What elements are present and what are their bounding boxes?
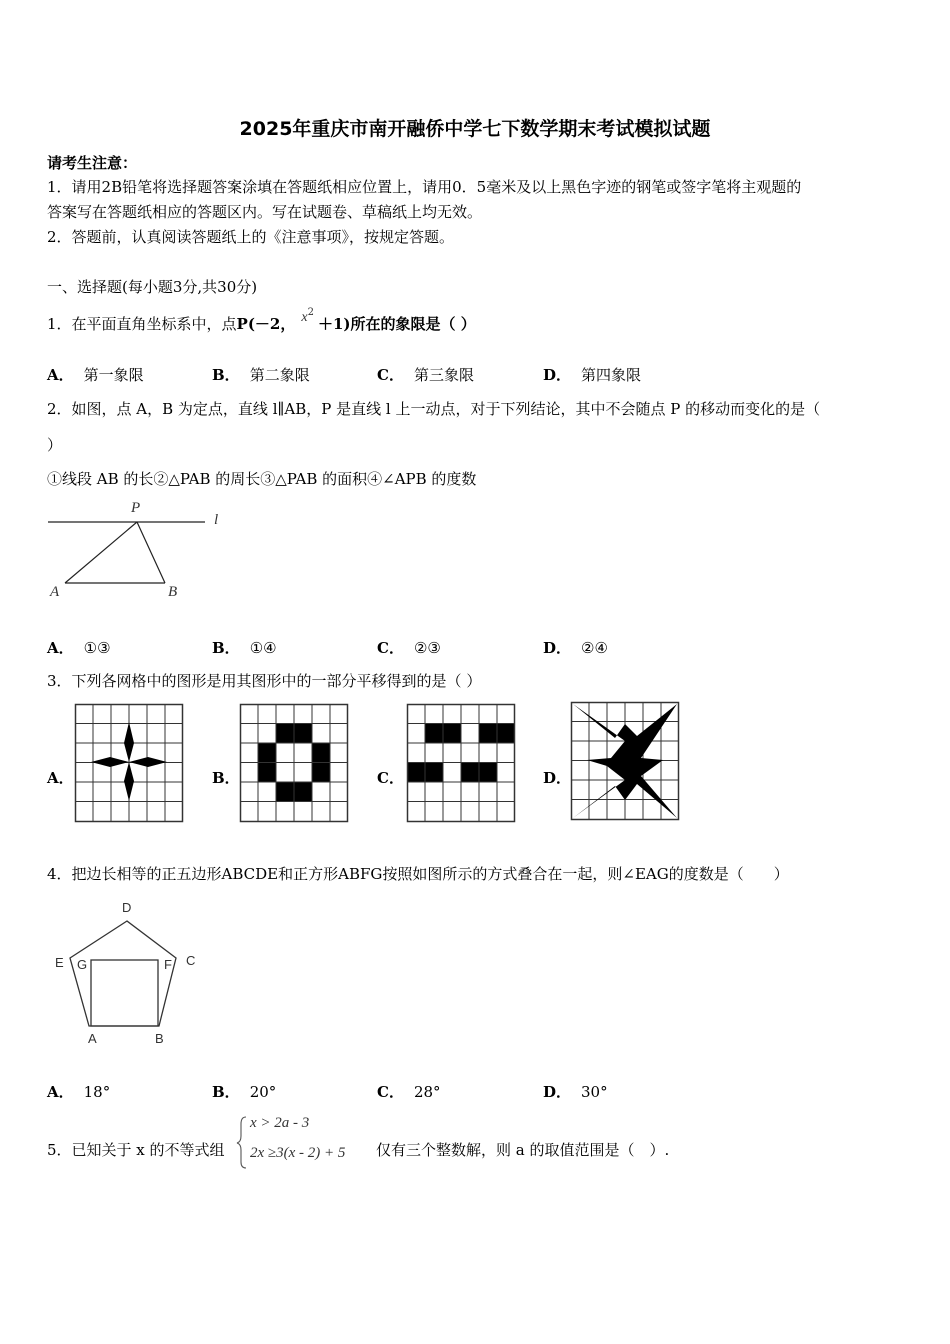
q4-option-d[interactable]: D． 30° — [543, 1083, 608, 1101]
q2-label-p: P — [131, 500, 141, 516]
q4-label-c: C — [186, 953, 196, 968]
q5-stem-cont: 仅有三个整数解，则 a 的取值范围是（ ）. — [376, 1141, 670, 1159]
notice-line-1b: 答案写在答题纸相应的答题区内。写在试题卷、草稿纸上均无效。 — [47, 203, 483, 221]
notice-heading: 请考生注意： — [47, 154, 138, 172]
q2-conditions: ①线段 AB 的长②△PAB 的周长③△PAB 的面积④∠APB 的度数 — [47, 470, 477, 488]
q1-option-b[interactable]: B． 第二象限 — [212, 366, 310, 384]
q1-option-c[interactable]: C． 第三象限 — [377, 366, 474, 384]
notice-line-1: 1．请用2B铅笔将选择题答案涂填在答题纸相应位置上，请用0．5毫米及以上黑色字迹的钢笔或签字笔将主观题的 — [47, 178, 802, 196]
q1-sup: 2 — [307, 307, 314, 318]
q2-option-a[interactable]: A． ①③ — [47, 639, 111, 657]
q1-option-a[interactable]: A． 第一象限 — [47, 366, 144, 384]
q1-stem: 1．在平面直角坐标系中，点 — [47, 315, 237, 333]
q4-label-d: D — [122, 900, 132, 915]
q4-label-f: F — [164, 957, 172, 972]
q1-point-start: P(－2， — [236, 315, 296, 333]
q4-stem: 4．把边长相等的正五边形ABCDE和正方形ABFG按照如图所示的方式叠合在一起，则∠EAG的度数是（ ） — [47, 865, 789, 883]
q1-point-end: ＋1)所在的象限是（ ） — [317, 315, 476, 333]
q2-label-b: B — [168, 584, 178, 600]
q1-option-d[interactable]: D． 第四象限 — [543, 366, 642, 384]
q3-option-d-label[interactable]: D． — [543, 769, 572, 787]
q2-label-a: A — [50, 584, 60, 600]
page-title: 2025年重庆市南开融侨中学七下数学期末考试模拟试题 — [239, 118, 711, 140]
q4-label-g: G — [77, 957, 88, 972]
notice-line-2: 2．答题前，认真阅读答题纸上的《注意事项》，按规定答题。 — [47, 228, 455, 246]
q4-option-b[interactable]: B． 20° — [212, 1083, 277, 1101]
q2-option-b[interactable]: B． ①④ — [212, 639, 277, 657]
q2-option-d[interactable]: D． ②④ — [543, 639, 608, 657]
q3-option-b-label[interactable]: B． — [212, 769, 240, 787]
q5-inequality-1: x > 2a - 3 — [250, 1115, 310, 1131]
q4-label-e: E — [55, 955, 64, 970]
q4-option-a[interactable]: A． 18° — [47, 1083, 111, 1101]
q4-option-c[interactable]: C． 28° — [377, 1083, 441, 1101]
q5-stem: 5．已知关于 x 的不等式组 — [47, 1141, 225, 1159]
q4-label-b: B — [155, 1031, 164, 1046]
q2-option-c[interactable]: C． ②③ — [377, 639, 441, 657]
q2-stem: 2．如图，点 A，B 为定点，直线 l∥AB，P 是直线 l 上一动点，对于下列结论，其中不会随点 P 的移动而变化的是（ — [47, 400, 821, 418]
q2-stem-cont: ） — [47, 436, 63, 454]
q2-label-l: l — [214, 512, 219, 528]
q5-inequality-2: 2x ≥3(x - 2) + 5 — [250, 1145, 346, 1161]
q3-option-c-label[interactable]: C． — [377, 769, 404, 787]
q4-label-a: A — [88, 1031, 97, 1046]
q3-stem: 3．下列各网格中的图形是用其图形中的一部分平移得到的是（ ） — [47, 672, 482, 690]
q3-option-a-label[interactable]: A． — [47, 769, 74, 787]
q1-x: x — [301, 310, 308, 325]
section-heading: 一、选择题(每小题3分,共30分) — [47, 278, 258, 296]
